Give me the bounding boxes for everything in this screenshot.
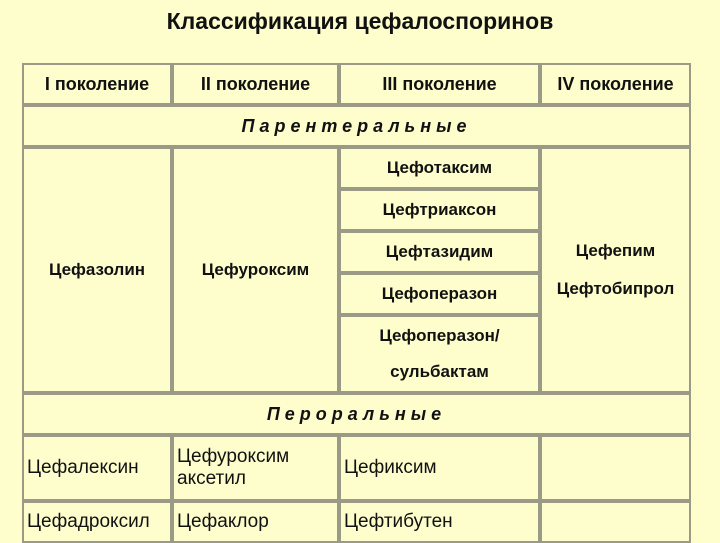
parenteral-gen-3-item: Цефотаксим xyxy=(339,147,540,189)
oral-cell: Цефтибутен xyxy=(339,501,540,543)
oral-cell: Цефадроксил xyxy=(22,501,172,543)
section-parenteral: Парентеральные xyxy=(22,105,691,147)
oral-cell: Цефаклор xyxy=(172,501,339,543)
parenteral-gen-3-item xyxy=(339,315,540,393)
oral-cell xyxy=(540,501,691,543)
oral-cell: Цефиксим xyxy=(339,435,540,501)
oral-cell xyxy=(540,435,691,501)
parenteral-gen-3-item: Цефтазидим xyxy=(339,231,540,273)
parenteral-gen-3-line: сульбактам xyxy=(390,362,489,381)
parenteral-gen-4 xyxy=(540,147,691,393)
parenteral-gen-3-item: Цефтриаксон xyxy=(339,189,540,231)
parenteral-gen-4-item: Цефепим xyxy=(575,241,656,260)
parenteral-gen-2: Цефуроксим xyxy=(172,147,339,393)
header-gen-1: I поколение xyxy=(22,63,172,105)
parenteral-gen-3-line: Цефоперазон/ xyxy=(379,326,500,345)
header-gen-4: IV поколение xyxy=(540,63,691,105)
header-gen-2: II поколение xyxy=(172,63,339,105)
parenteral-gen-1: Цефазолин xyxy=(22,147,172,393)
page-title: Классификация цефалоспоринов xyxy=(166,8,554,34)
oral-cell: Цефалексин xyxy=(22,435,172,501)
parenteral-gen-3-item: Цефоперазон xyxy=(339,273,540,315)
section-oral: Пероральные xyxy=(22,393,691,435)
header-gen-3: III поколение xyxy=(339,63,540,105)
oral-cell: Цефуроксим аксетил xyxy=(172,435,339,501)
parenteral-gen-4-item: Цефтобипрол xyxy=(556,279,675,298)
